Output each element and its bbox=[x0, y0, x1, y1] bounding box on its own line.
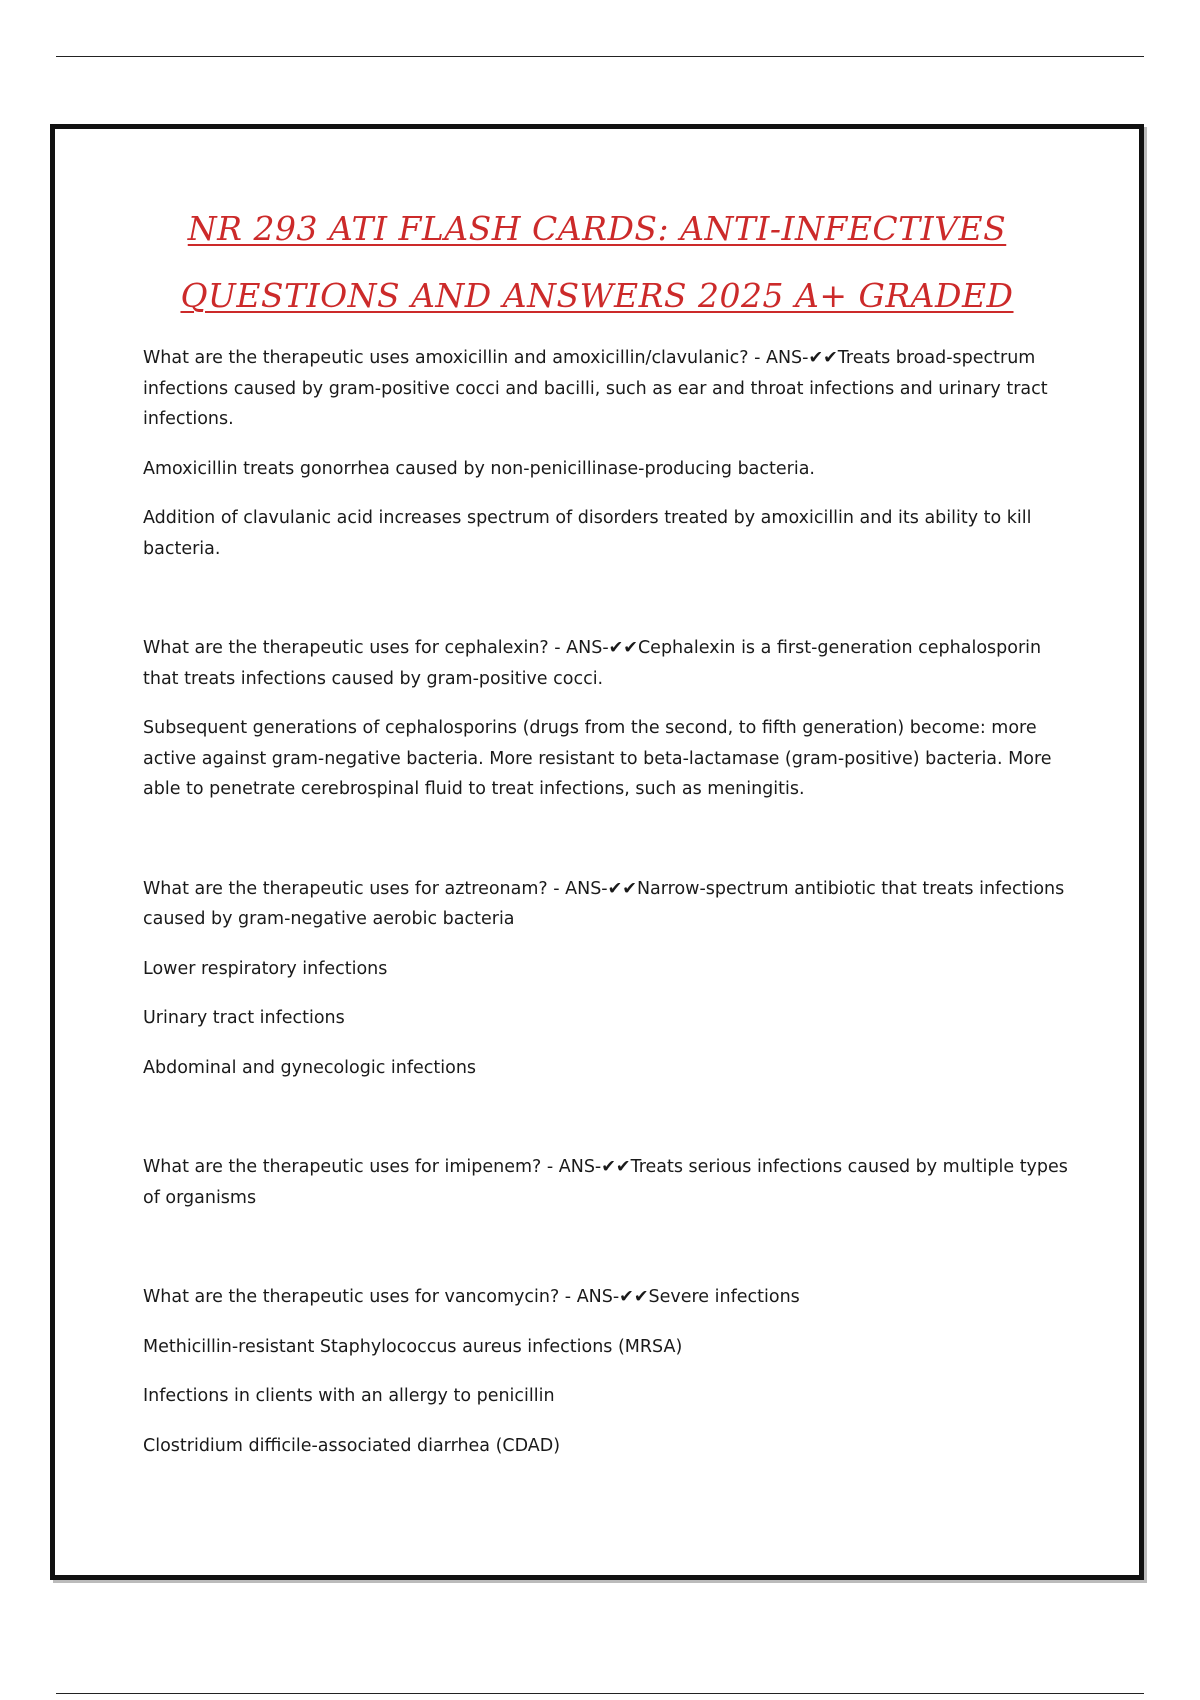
section-gap bbox=[143, 583, 1068, 633]
section-gap bbox=[143, 1102, 1068, 1152]
question-answer: What are the therapeutic uses for imipenem? - ANS-✔✔Treats serious infections caused by multiple types of organisms bbox=[143, 1157, 1068, 1208]
qa-block-aztreonam bbox=[143, 874, 1068, 1084]
question-answer: What are the therapeutic uses for vancomycin? - ANS-✔✔Severe infections bbox=[143, 1287, 800, 1307]
document-title-line-1: NR 293 ATI FLASH CARDS: ANTI-INFECTIVES bbox=[187, 209, 1007, 248]
section-gap bbox=[143, 824, 1068, 874]
qa-block-imipenem bbox=[143, 1152, 1068, 1213]
qa-block-vancomycin bbox=[143, 1282, 1068, 1461]
answer-detail: Addition of clavulanic acid increases spectrum of disorders treated by amoxicillin and its ability to kill bacteria. bbox=[143, 508, 1032, 559]
document-title-line-2: QUESTIONS AND ANSWERS 2025 A+ GRADED bbox=[180, 276, 1014, 315]
question-answer: What are the therapeutic uses for cephalexin? - ANS-✔✔Cephalexin is a first-generation cephalosporin that treats infections caused by gram-positive cocci. bbox=[143, 638, 1042, 689]
answer-detail: Clostridium difficile-associated diarrhea (CDAD) bbox=[143, 1435, 561, 1456]
footer-rule bbox=[56, 1693, 1144, 1694]
header-rule bbox=[56, 56, 1144, 57]
answer-detail: Infections in clients with an allergy to penicillin bbox=[143, 1386, 555, 1406]
answer-detail: Methicillin-resistant Staphylococcus aureus infections (MRSA) bbox=[143, 1336, 683, 1357]
answer-detail: Abdominal and gynecologic infections bbox=[143, 1057, 477, 1078]
section-gap bbox=[143, 1232, 1068, 1282]
document-body bbox=[143, 343, 1068, 1480]
answer-detail: Amoxicillin treats gonorrhea caused by non-penicillinase-producing bacteria. bbox=[143, 458, 815, 479]
question-answer: What are the therapeutic uses for aztreonam? - ANS-✔✔Narrow-spectrum antibiotic that treats infections caused by gram-negative aerobic bacteria bbox=[143, 878, 1065, 929]
qa-block-cephalexin bbox=[143, 633, 1068, 805]
page-frame bbox=[50, 124, 1144, 1580]
question-answer: What are the therapeutic uses amoxicillin and amoxicillin/clavulanic? - ANS-✔✔Treats broad-spectrum infections caused by gram-positive cocci and bacilli, such as ear and throat infections and urinary tract infections. bbox=[143, 348, 1048, 429]
qa-block-amoxicillin bbox=[143, 343, 1068, 564]
answer-detail: Urinary tract infections bbox=[143, 1008, 345, 1028]
answer-detail: Subsequent generations of cephalosporins (drugs from the second, to fifth generation) become: more active against gram-negative bacteria. More resistant to beta-lactamase (gram-positive) bacteria. More able to penetrate cerebrospinal fluid to treat infections, such as meningitis. bbox=[143, 718, 1052, 799]
answer-detail: Lower respiratory infections bbox=[143, 958, 388, 979]
